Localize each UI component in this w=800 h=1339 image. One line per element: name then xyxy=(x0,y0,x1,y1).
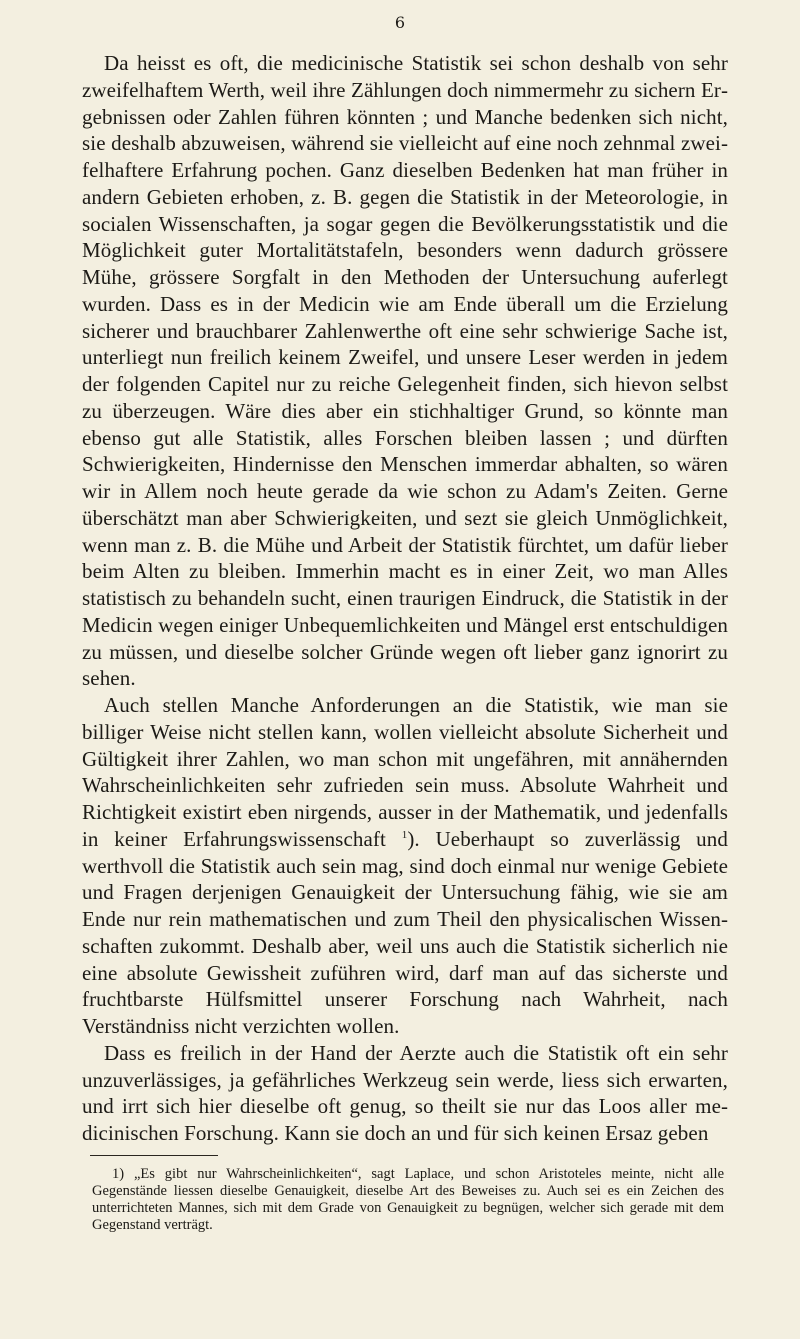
paragraph-2-text: Auch stellen Manche Anforderungen an die Statistik, wie man sie billiger Weise nicht stellen kann, wollen vielleicht absolute Sicherheit und Gültigkeit ihrer Zahlen, wo man schon mit ungefähren, mit annähernden Wahrscheinlichkeiten sehr zufrieden sein muss. Absolute Wahrheit und Richtigkeit existirt eben nirgends, ausser in der Mathematik, und jedenfalls in keiner Erfahrungswissenschaft xyxy=(82,693,728,851)
footnote xyxy=(92,1166,724,1234)
paragraph-2 xyxy=(82,692,728,1040)
footnote-text: „Es gibt nur Wahrscheinlichkeiten“, sagt Laplace, und schon Aristoteles meinte, nicht alle Gegenstände liessen dieselbe Genauigkeit, dieselbe Art des Beweises zu. Auch sei es ein Zeichen des unterrichteten Mannes, sich mit dem Grade von Genauigkeit zu begnügen, welcher sich gerade mit dem Gegenstand verträgt. xyxy=(92,1166,725,1233)
footnote-reference: 1 xyxy=(401,828,408,841)
paragraph-1: Da heisst es oft, die medicinische Statistik sei schon deshalb von sehr zweifelhaftem Werth, weil ihre Zählungen doch nimmermehr zu sichern Ergebnissen oder Zahlen führen könnten ; und Manche bedenken sich nicht, sie deshalb abzuweisen, während sie vielleicht auf eine noch zehnmal zweifelhaftere Erfahrung pochen. Ganz dieselben Bedenken hat man früher in andern Gebieten erhoben, z. B. gegen die Statistik in der Meteorologie, in socialen Wissenschaften, ja sogar gegen die Bevölkerungsstatistik und die Möglichkeit guter Mortalitätstafeln, besonders wenn dadurch grössere Mühe, grössere Sorgfalt in den Methoden der Untersuchung auferlegt wurden. Dass es in der Medicin wie am Ende überall um die Erzielung sicherer und brauchbarer Zahlenwerthe oft eine sehr schwierige Sache ist, unterliegt nun freilich keinem Zweifel, und unsere Leser werden in jedem der folgenden Capitel nur zu reiche Gelegenheit finden, sich hievon selbst zu überzeugen. Wäre dies aber ein stichhaltiger Grund, so könnte man ebenso gut alle Statistik, alles Forschen bleiben lassen ; und dürften Schwierigkeiten, Hindernisse den Menschen immerdar abhalten, so wären wir in Allem noch heute gerade da wie schon zu Adam's Zeiten. Gerne überschätzt man aber Schwierigkeiten, und sezt sie gleich Unmöglichkeit, wenn man z. B. die Mühe und Arbeit der Statistik fürchtet, um dafür lieber beim Alten zu bleiben. Immerhin macht es in einer Zeit, wo man Alles statistisch zu behandeln sucht, einen traurigen Eindruck, die Statistik in der Medicin wegen einiger Unbequemlichkeiten und Mängel erst entschuldigen zu müssen, und dieselbe solcher Gründe wegen oft lieber ganz ignorirt zu sehen. xyxy=(82,51,728,691)
paragraph-3: Dass es freilich in der Hand der Aerzte auch die Statistik oft ein sehr unzuverlässiges, ja gefährliches Werkzeug sein werde, liess sich erwarten, und irrt sich hier dieselbe oft genug, so theilt sie nur das Loos aller medicinischen Forschung. Kann sie doch an und für sich keinen Ersaz geben xyxy=(82,1040,728,1145)
footnote-marker: 1) xyxy=(112,1166,125,1182)
page-number: 6 xyxy=(394,13,406,32)
body-text xyxy=(82,50,728,1147)
paragraph-2-continuation: ). Ueberhaupt so zuverlässig und werthvoll die Statistik auch sein mag, sind doch einmal nur wenige Gebiete und Fragen derjenigen Genauigkeit der Untersuchung fähig, wie sie am Ende nur rein mathematischen und zum Theil den physicalischen Wissenschaften zukommt. Deshalb aber, weil uns auch die Statistik sicherlich nie eine absolute Gewissheit zuführen wird, darf man auf das sicherste und fruchtbarste Hülfsmittel unserer Forschung nach Wahrheit, nach Verständniss nicht verzichten wollen. xyxy=(82,826,728,1038)
footnote-divider xyxy=(90,1155,218,1156)
